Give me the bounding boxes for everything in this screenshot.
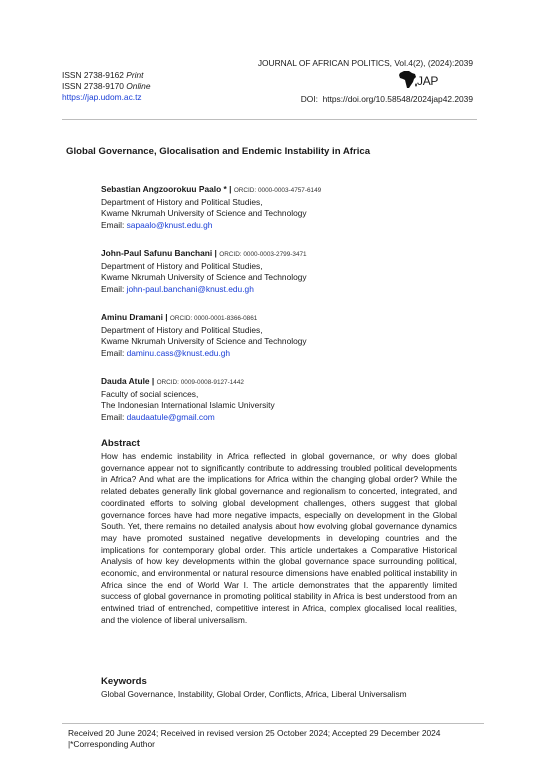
issn-print: ISSN 2738-9162 Print — [62, 70, 144, 80]
doi-link[interactable]: https://doi.org/10.58548/2024jap42.2039 — [322, 94, 473, 104]
author-name: Dauda Atule — [101, 376, 150, 386]
author-block: Dauda Atule | ORCID: 0009-0008-9127-1442 Faculty of social sciences, The Indonesian International Islamic University Email: daudaatule@gmail.com — [101, 376, 441, 423]
keywords-heading: Keywords — [101, 676, 147, 687]
author-orcid: ORCID: 0009-0008-9127-1442 — [156, 379, 244, 386]
author-institution: Kwame Nkrumah University of Science and Technology — [101, 336, 307, 347]
author-name: Aminu Dramani — [101, 312, 163, 322]
footer-divider — [62, 723, 484, 724]
jap-logo — [397, 68, 443, 92]
corresponding-author-note: |*Corresponding Author — [68, 739, 155, 749]
author-name: Sebastian Angzoorokuu Paalo * — [101, 184, 227, 194]
author-orcid: ORCID: 0000-0001-8366-0861 — [169, 315, 258, 322]
journal-url-link[interactable]: https://jap.udom.ac.tz — [62, 92, 142, 102]
abstract-heading: Abstract — [101, 438, 140, 449]
author-orcid: ORCID: 0000-0003-2799-3471 — [219, 251, 307, 258]
author-email-link[interactable]: john-paul.banchani@knust.edu.gh — [126, 283, 254, 294]
journal-citation: JOURNAL OF AFRICAN POLITICS, Vol.4(2), (2024):2039 — [257, 58, 473, 68]
author-email-link[interactable]: sapaalo@knust.edu.gh — [126, 219, 213, 230]
doi-line: DOI: https://doi.org/10.58548/2024jap42.2039 — [300, 94, 473, 104]
article-title: Global Governance, Glocalisation and Endemic Instability in Africa — [66, 146, 371, 157]
author-institution: The Indonesian International Islamic University — [101, 400, 275, 411]
author-institution: Kwame Nkrumah University of Science and Technology — [101, 272, 307, 283]
author-department: Department of History and Political Studies, — [101, 196, 263, 207]
header-divider — [62, 119, 477, 120]
logo-text: JAP — [417, 74, 439, 88]
author-block: Sebastian Angzoorokuu Paalo * | ORCID: 0000-0003-4757-6149 Department of History and Political Studies, Kwame Nkrumah University of Science and Technology Email: sapaalo@knust.edu.gh — [101, 184, 441, 231]
author-email-link[interactable]: daudaatule@gmail.com — [126, 411, 215, 422]
author-department: Department of History and Political Studies, — [101, 260, 263, 271]
abstract-text: How has endemic instability in Africa reflected in global governance, or why does global governance appear not to significantly contribute to addressing troubled political developments in Africa? And what are the implications for Africa within the changing global order? While the related debates generally link global governance and regionalism to concerted, integrated, and coordinated efforts to solving global development challenges, others suggest that global governance forces have had more negative impacts, especially on development in the Global South. Yet, there remains no detailed analysis about how evolving global governance dynamics may have promoted sustained negative developments in developing countries and the implications for contemporary global order. This article undertakes a Comparative Historical Analysis of how key developments within the global governance space surrounding political, economic, and environmental or natural resource dimensions have enabled political instability in Africa since the end of World War I. The article demonstrates that the apparently limited success of global governance in promoting political stability in Africa is best understood from an entwined triad of entrenched, competitive interest in Africa, complex glocalised local realities, and the violence of liberal universalism. — [101, 451, 457, 625]
author-email-link[interactable]: daminu.cass@knust.edu.gh — [126, 347, 231, 358]
africa-map-icon — [397, 68, 419, 90]
issn-block — [62, 70, 150, 103]
received-dates: Received 20 June 2024; Received in revised version 25 October 2024; Accepted 29 December 2024 — [68, 728, 441, 738]
keywords-text: Global Governance, Instability, Global Order, Conflicts, Africa, Liberal Universalism — [101, 689, 407, 699]
author-department: Faculty of social sciences, — [101, 388, 199, 399]
author-department: Department of History and Political Studies, — [101, 324, 263, 335]
author-name: John-Paul Safunu Banchani — [101, 248, 213, 258]
author-block: John-Paul Safunu Banchani | ORCID: 0000-0003-2799-3471 Department of History and Political Studies, Kwame Nkrumah University of Science and Technology Email: john-paul.banchani@knust.edu.gh — [101, 248, 441, 295]
issn-online: ISSN 2738-9170 Online — [62, 81, 151, 91]
author-orcid: ORCID: 0000-0003-4757-6149 — [233, 187, 322, 194]
author-block: Aminu Dramani | ORCID: 0000-0001-8366-0861 Department of History and Political Studies, Kwame Nkrumah University of Science and Technology Email: daminu.cass@knust.edu.gh — [101, 312, 441, 359]
author-institution: Kwame Nkrumah University of Science and Technology — [101, 208, 307, 219]
